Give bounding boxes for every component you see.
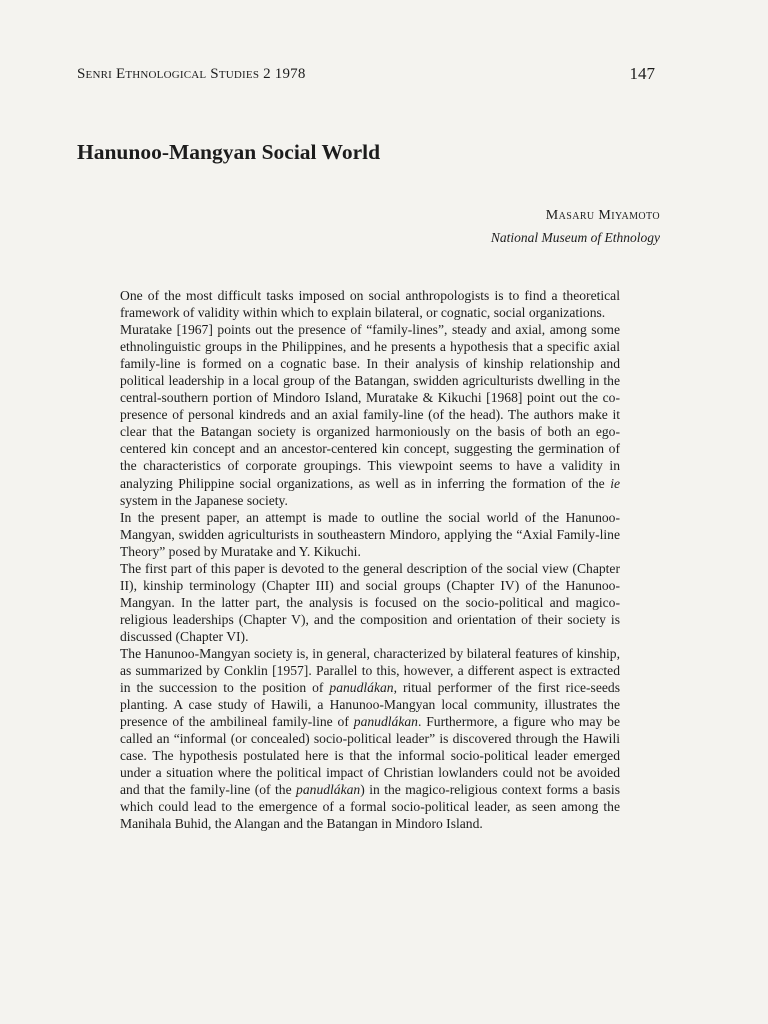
term-panudlakan: panudlákan bbox=[329, 680, 394, 696]
paragraph-2 bbox=[120, 321, 620, 509]
paragraph-3: In the present paper, an attempt is made to outline the social world of the Hanunoo-Mangyan, swidden agriculturists in southeastern Mindoro, applying the “Axial Family-line Theory” posed by Muratake and Y. Kikuchi. bbox=[120, 509, 620, 559]
paragraph-5-text-b: , ritual performer of the first rice-seeds planting. A case study of Hawili, a Hanunoo-Mangyan local community, illustrates the presence of the ambilineal family-line of bbox=[120, 680, 620, 730]
paragraph-5-text-d: ) in the magico-religious context forms a basis which could lead to the emergence of a formal socio-political leader, as seen among the Manihala Buhid, the Alangan and the Batangan in Mindoro Island. bbox=[120, 782, 620, 832]
paragraph-4: The first part of this paper is devoted to the general description of the social view (Chapter II), kinship terminology (Chapter III) and social groups (Chapter IV) of the Hanunoo-Mangyan. In the latter part, the analysis is focused on the socio-political and magico-religious leaderships (Chapter V), and the composition and orientation of their society is discussed (Chapter VI). bbox=[120, 560, 620, 644]
body-text bbox=[120, 287, 620, 833]
running-head: Senri Ethnological Studies 2 1978 bbox=[77, 66, 306, 82]
paragraph-5 bbox=[120, 645, 620, 833]
author-affiliation: National Museum of Ethnology bbox=[490, 230, 660, 245]
paragraph-2-text-b: system in the Japanese society. bbox=[120, 492, 288, 508]
paragraph-5-text-c: . Furthermore, a figure who may be called an “informal (or concealed) socio-political leader” is discovered through the Hawili case. The hypothesis postulated here is that the informal socio-political leader emerged under a situation where the political impact of Christian lowlanders could not be avoided and that the family-line (of the bbox=[120, 714, 621, 798]
paragraph-5-text-a: The Hanunoo-Mangyan society is, in general, characterized by bilateral features of kinship, as summarized by Conklin [1957]. Parallel to this, however, a different aspect is extracted in the succession to the position of bbox=[120, 645, 620, 696]
article-title: Hanunoo-Mangyan Social World bbox=[77, 140, 381, 164]
term-panudlakan: panudlákan bbox=[353, 714, 418, 730]
page-number: 147 bbox=[629, 64, 655, 83]
term-panudlakan: panudlákan bbox=[296, 782, 361, 798]
paragraph-1: One of the most difficult tasks imposed on social anthropologists is to find a theoretical framework of validity within which to explain bilateral, or cognatic, social organizations. bbox=[120, 288, 620, 321]
term-ie: ie bbox=[610, 475, 620, 491]
paragraph-2-text-a: Muratake [1967] points out the presence of “family-lines”, steady and axial, among some ethnolinguistic groups in the Philippines, and he presents a hypothesis that a specific axial family-line is formed on a cognatic base. In their analysis of kinship relationship and political leadership in a local group of the Batangan, swidden agriculturists dwelling in the central-southern portion of Mindoro Island, Muratake & Kikuchi [1968] point out the co-presence of personal kindreds and an axial family-line (of the head). The authors make it clear that the Batangan society is organized harmoniously on the basis of both an ego-centered kin concept and an ancestor-centered kin concept, suggesting the germination of the characteristics of corporate groupings. This viewpoint seems to have a validity in analyzing Philippine social organizations, as well as in inferring the formation of the bbox=[120, 322, 620, 491]
author-name: Masaru Miyamoto bbox=[545, 208, 660, 223]
